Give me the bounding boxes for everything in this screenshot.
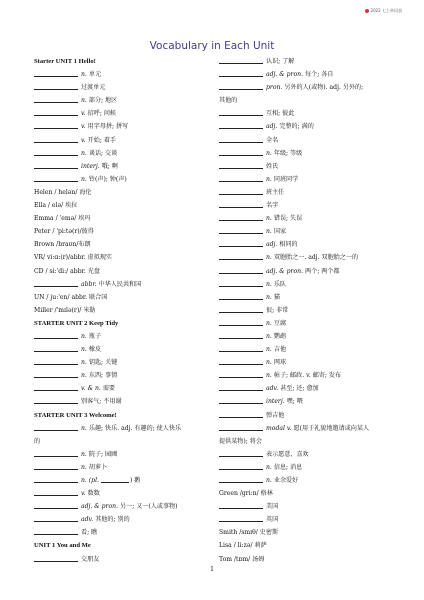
part-of-speech: v. (81, 136, 86, 144)
vocab-blank-entry (219, 422, 393, 435)
meaning: 两个; 两个都 (305, 267, 340, 275)
vocab-blank-entry (34, 278, 220, 291)
part-of-speech: n. (266, 477, 272, 484)
part-of-speech: adj. & pron. (266, 267, 304, 275)
unit-heading: STARTER UNIT 3 Welcome! (34, 411, 117, 419)
answer-blank[interactable] (219, 56, 263, 64)
vocab-blank-entry (34, 343, 220, 356)
meaning: 甚至; 还; 愈加 (280, 385, 319, 393)
vocab-blank-entry (219, 238, 393, 251)
vocab-blank-entry (34, 513, 220, 526)
meaning: 信息; 消息 (273, 463, 303, 471)
meaning: 相同的 (279, 241, 298, 249)
vocab-entry: VR/ vi:ɑ:(r)/abbr. 虚拟现实 (34, 254, 113, 262)
part-of-speech: n. (266, 463, 272, 471)
meaning: 完整的; 满的 (279, 123, 314, 131)
vocab-blank-entry (219, 68, 393, 81)
part-of-speech: n. (81, 332, 87, 340)
answer-blank[interactable] (219, 292, 263, 300)
meaning: 全名 (266, 136, 279, 144)
vocab-blank-entry (219, 186, 393, 199)
answer-blank[interactable] (219, 213, 263, 221)
vocab-blank-entry (219, 265, 393, 278)
part-of-speech: pron. (266, 84, 283, 92)
meaning: 互相; 彼此 (266, 110, 295, 118)
answer-blank[interactable] (219, 501, 263, 509)
answer-blank[interactable] (34, 108, 78, 116)
part-of-speech: n. (81, 463, 87, 471)
vocab-blank-entry (34, 395, 220, 408)
meaning: 愿(用于礼貌地邀请或向某人 (293, 424, 370, 432)
part-of-speech: n. (266, 175, 272, 183)
vocab-entry: Green /gri:n/ 格林 (219, 490, 273, 498)
unit-heading: UNIT 1 You and Me (34, 542, 91, 550)
answer-blank[interactable] (34, 82, 78, 90)
meaning: 看; 瞧 (81, 529, 98, 537)
vocab-entry: 提供某物); 将会 (219, 437, 262, 445)
answer-blank[interactable] (34, 396, 78, 404)
vocab-blank-entry (219, 160, 393, 173)
part-of-speech: n. (266, 215, 272, 223)
part-of-speech: adj. (266, 241, 278, 249)
brand-text: 2022 七上单词表 (370, 8, 402, 13)
vocab-blank-entry (34, 461, 220, 474)
meaning: 用字母拼; 拼写 (87, 123, 129, 131)
part-of-speech: interj. (81, 162, 100, 170)
vocab-entry: Helen / helən/ 海伦 (34, 188, 92, 196)
answer-blank[interactable] (219, 305, 263, 313)
vocab-blank-entry (219, 199, 393, 212)
vocab-entry: Miller /'mɪlə(r)/ 米勒 (34, 306, 96, 314)
meaning: 乐趣; 快乐. adj. 有趣的; 使人快乐 (88, 424, 182, 432)
meaning: 名字 (266, 202, 279, 210)
answer-blank[interactable] (219, 82, 263, 90)
meaning: 帖子; 邮政. v. 邮寄; 发布 (273, 372, 342, 380)
answer-blank[interactable] (34, 148, 78, 156)
meaning: 鹦鹉 (273, 332, 287, 340)
meaning: 美国 (266, 503, 279, 511)
answer-blank[interactable] (219, 148, 263, 156)
page-number: 1 (210, 566, 214, 573)
vocab-blank-entry (34, 107, 220, 120)
meaning: 双胞胎之一. adj. 双胞胎之一的 (273, 254, 359, 262)
vocab-blank-entry (34, 81, 220, 94)
answer-blank[interactable] (34, 488, 78, 496)
answer-blank[interactable] (34, 174, 78, 182)
vocab-entry: 其他的 (219, 97, 238, 105)
answer-blank[interactable] (34, 514, 78, 522)
meaning: 豆腐 (273, 319, 287, 327)
part-of-speech: abbr. (81, 280, 97, 288)
answer-blank[interactable] (34, 501, 78, 509)
unit-heading: STARTER UNIT 2 Keep Tidy (34, 319, 119, 327)
vocab-blank-entry (219, 343, 393, 356)
vocab-entry: Peter / 'pi:tə(r)/彼得 (34, 228, 94, 236)
meaning: 中华人民共和国 (98, 280, 142, 288)
part-of-speech: interj. (266, 398, 285, 406)
vocab-blank-entry (34, 526, 220, 539)
answer-blank[interactable] (219, 200, 263, 208)
answer-blank[interactable] (219, 396, 263, 404)
meaning: 国家 (273, 228, 287, 236)
part-of-speech: n. (81, 175, 87, 183)
vocab-blank-entry (219, 448, 393, 461)
meaning: 每个; 各自 (305, 71, 334, 79)
meaning: 其他的; 别的 (95, 516, 130, 524)
answer-blank[interactable] (34, 449, 78, 457)
meaning: 认识; 了解 (266, 58, 295, 65)
answer-blank[interactable] (219, 514, 263, 522)
answer-blank[interactable] (219, 318, 263, 326)
vocab-blank-entry (219, 291, 393, 304)
vocab-blank-entry (34, 147, 220, 160)
meaning: 部分; 地区 (88, 97, 118, 105)
vocab-blank-entry (219, 212, 393, 225)
vocab-blank-entry (34, 173, 220, 186)
vocab-blank-entry (219, 55, 393, 68)
vocab-blank-entry (34, 448, 220, 461)
answer-blank[interactable] (34, 527, 78, 535)
vocab-blank-entry (34, 369, 220, 382)
part-of-speech: modal v. (266, 424, 292, 432)
meaning: 招呼; 问候 (87, 110, 117, 118)
header-brand (365, 8, 402, 14)
vocab-entry: Brown /braʊn/布朗 (34, 241, 91, 249)
answer-blank[interactable] (219, 331, 263, 339)
vocab-blank-entry (219, 278, 393, 291)
answer-blank[interactable] (34, 344, 78, 352)
meaning: 班主任 (266, 188, 285, 196)
vocab-entry: Tom /tɒm/ 汤姆 (219, 555, 265, 563)
meaning: 橡皮 (88, 346, 102, 354)
vocab-blank-entry (34, 382, 220, 395)
part-of-speech: v. (81, 490, 86, 498)
vocab-blank-entry (34, 330, 220, 343)
meaning: 嘿; 喂 (286, 398, 303, 406)
vocab-blank-entry (219, 120, 393, 133)
answer-blank[interactable] (34, 121, 78, 129)
vocab-blank-entry (219, 225, 393, 238)
answer-blank[interactable] (219, 423, 263, 431)
vocab-blank-entry (34, 553, 220, 566)
vocab-blank-entry (34, 120, 220, 133)
vocab-blank-entry (219, 147, 393, 160)
part-of-speech: n. (pl. (81, 477, 99, 484)
answer-blank[interactable] (34, 135, 78, 143)
meaning: 铃(声); 钟(声) (88, 175, 127, 183)
answer-blank[interactable] (34, 462, 78, 470)
answer-blank[interactable] (34, 383, 78, 391)
part-of-speech: n. (266, 293, 272, 301)
meaning: 需要 (102, 385, 116, 393)
vocab-blank-entry (219, 395, 393, 408)
vocab-blank-entry (219, 317, 393, 330)
vocab-blank-entry (34, 94, 220, 107)
meaning: 姓氏 (266, 162, 279, 170)
vocab-blank-entry (219, 251, 393, 264)
answer-blank[interactable] (219, 239, 263, 247)
vocab-blank-entry (219, 356, 393, 369)
part-of-speech: n. (266, 280, 272, 288)
meaning: 东西; 事情 (88, 372, 118, 380)
answer-blank[interactable] (219, 383, 263, 391)
meaning: ) 鹅 (129, 477, 141, 484)
part-of-speech: n. (81, 450, 87, 458)
meaning: 另一; 又一(人或事物) (120, 503, 178, 511)
part-of-speech: adj. & pron. (81, 503, 119, 511)
meaning: 胡萝卜 (88, 463, 108, 471)
answer-blank[interactable] (219, 410, 263, 418)
vocab-blank-entry (34, 422, 220, 435)
vocab-column-right (219, 55, 393, 566)
part-of-speech: n. (81, 149, 87, 157)
meaning: 单元 (88, 71, 102, 79)
vocab-blank-entry (219, 107, 393, 120)
answer-blank[interactable] (219, 226, 263, 234)
part-of-speech: n. (81, 97, 87, 105)
part-of-speech: n. (81, 424, 87, 432)
answer-blank[interactable] (219, 449, 263, 457)
answer-blank[interactable] (219, 370, 263, 378)
part-of-speech: n. (81, 346, 87, 354)
vocab-blank-entry (219, 134, 393, 147)
vocab-blank-entry (219, 382, 393, 395)
meaning: 吉他 (273, 346, 287, 354)
part-of-speech: v. (81, 110, 86, 118)
meaning: 院子; 园圃 (88, 450, 118, 458)
answer-blank[interactable] (219, 69, 263, 77)
vocab-blank-entry (34, 474, 220, 487)
brand-logo-icon (365, 9, 369, 13)
answer-blank[interactable] (34, 357, 78, 365)
vocab-blank-entry (34, 134, 220, 147)
meaning: 业余爱好 (273, 477, 299, 484)
meaning: 同班同学 (273, 175, 299, 183)
answer-blank[interactable] (219, 462, 263, 470)
part-of-speech: n. (266, 332, 272, 340)
vocab-blank-entry (219, 513, 393, 526)
answer-blank[interactable] (219, 187, 263, 195)
answer-blank[interactable] (34, 331, 78, 339)
answer-blank[interactable] (34, 279, 78, 287)
part-of-speech: n. (266, 319, 272, 327)
vocab-blank-entry (219, 474, 393, 487)
part-of-speech: v. (81, 123, 86, 131)
part-of-speech: n. (266, 346, 272, 354)
vocab-entry: Ella / elə/ 埃拉 (34, 202, 78, 210)
answer-blank[interactable] (219, 174, 263, 182)
vocab-column-left (34, 55, 220, 566)
answer-blank[interactable] (219, 357, 263, 365)
meaning: 很; 非常 (266, 306, 289, 314)
answer-blank[interactable] (219, 108, 263, 116)
meaning: 别客气; 不用谢 (81, 398, 122, 406)
unit-heading: Starter UNIT 1 Hello! (34, 58, 96, 65)
vocab-entry: Lisa / li:zə/ 莉萨 (219, 542, 267, 550)
part-of-speech: n. (266, 372, 272, 380)
meaning: 数数 (87, 490, 100, 498)
vocab-blank-entry (219, 330, 393, 343)
meaning: 过渡单元 (81, 84, 106, 92)
meaning: 哦; 啊 (101, 162, 118, 170)
vocab-blank-entry (34, 356, 220, 369)
vocab-entry: UN / ju:'en/ abbr. 联合国 (34, 293, 108, 301)
vocab-blank-entry (219, 461, 393, 474)
meaning: 表示愿意、喜欢 (266, 450, 309, 458)
part-of-speech: n. (266, 149, 272, 157)
meaning: 弹吉他 (266, 411, 285, 419)
vocab-entry: Smith /smɪθ/ 史密斯 (219, 529, 279, 537)
answer-blank[interactable] (219, 475, 263, 483)
part-of-speech: v. & n. (81, 385, 101, 393)
answer-blank[interactable] (34, 95, 78, 103)
vocab-blank-entry (219, 81, 393, 94)
answer-blank[interactable] (219, 135, 263, 143)
answer-blank[interactable] (219, 344, 263, 352)
answer-blank[interactable] (219, 252, 263, 260)
meaning: 猫 (273, 293, 280, 301)
answer-blank[interactable] (219, 279, 263, 287)
meaning: 钥匙; 关键 (88, 359, 118, 367)
answer-blank[interactable] (34, 423, 78, 431)
vocab-entry: Emma / 'emə/ 埃玛 (34, 215, 91, 223)
vocab-blank-entry (219, 369, 393, 382)
part-of-speech: adj. & pron. (266, 71, 304, 79)
vocab-blank-entry (34, 160, 220, 173)
meaning: 瓶子 (88, 332, 102, 340)
answer-blank[interactable] (34, 69, 78, 77)
meaning: 开始; 着手 (87, 136, 117, 144)
answer-blank[interactable] (34, 161, 78, 169)
meaning: 错误; 失误 (273, 215, 303, 223)
vocab-blank-entry (219, 304, 393, 317)
meaning: 英国 (266, 516, 279, 524)
page-title: Vocabulary in Each Unit (149, 40, 275, 52)
vocab-blank-entry (34, 500, 220, 513)
vocab-entry: 的 (34, 437, 41, 445)
answer-blank[interactable] (219, 121, 263, 129)
meaning: 乐队 (273, 280, 287, 288)
vocab-blank-entry (34, 68, 220, 81)
answer-blank[interactable] (34, 554, 78, 562)
part-of-speech: adv. (81, 516, 94, 524)
meaning: 网球 (273, 359, 287, 367)
plural-blank[interactable] (101, 475, 129, 483)
part-of-speech: n. (266, 359, 272, 367)
meaning: 谈话; 交谈 (88, 149, 118, 157)
part-of-speech: n. (266, 254, 272, 262)
meaning: 交朋友 (81, 555, 100, 563)
part-of-speech: adv. (266, 385, 279, 393)
part-of-speech: n. (81, 71, 87, 79)
vocab-blank-entry (219, 500, 393, 513)
part-of-speech: n. (81, 359, 87, 367)
vocab-blank-entry (34, 487, 220, 500)
meaning: 年级; 等级 (273, 149, 303, 157)
meaning: 另外的人(或物). adj. 另外的; (284, 84, 364, 92)
vocab-entry: CD / si:'di:/ abbr. 光盘 (34, 267, 100, 275)
vocab-blank-entry (219, 173, 393, 186)
vocab-blank-entry (219, 409, 393, 422)
answer-blank[interactable] (219, 161, 263, 169)
part-of-speech: n. (81, 372, 87, 380)
answer-blank[interactable] (219, 266, 263, 274)
answer-blank[interactable] (34, 475, 78, 483)
answer-blank[interactable] (34, 370, 78, 378)
part-of-speech: adj. (266, 123, 278, 131)
part-of-speech: n. (266, 228, 272, 236)
